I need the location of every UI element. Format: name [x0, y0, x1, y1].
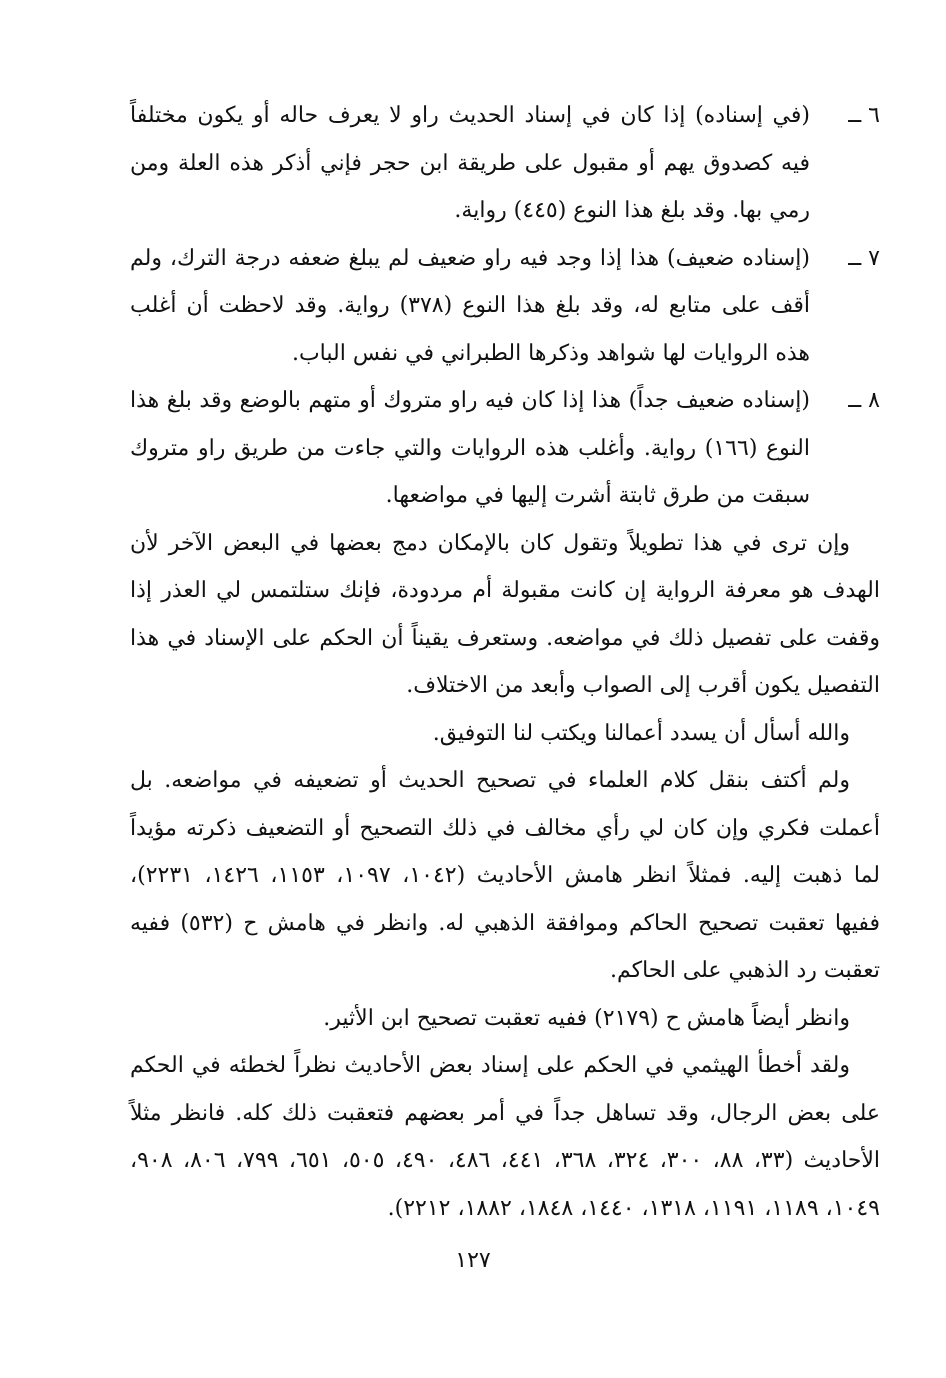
- paragraph-critique: ولم أكتف بنقل كلام العلماء في تصحيح الحديث أو تضعيفه في مواضعه. بل أعملت فكري وإن كان لي رأي مخالف في ذلك التصحيح أو التضعيف ذكرته مؤيداً لما ذهبت إليه. فمثلاً انظر هامش الأحاديث (١٠٤٢، ١٠٩٧، ١١٥٣، ١٤٢٦، ٢٢٣١)، ففيها تعقبت تصحيح الحاكم وموافقة الذهبي له. وانظر في هامش ح (٥٣٢) ففيه تعقبت رد الذهبي على الحاكم.: [130, 768, 880, 983]
- paragraph-ibn-al-athir: وانظر أيضاً هامش ح (٢١٧٩) ففيه تعقبت تصحيح ابن الأثير.: [323, 1005, 850, 1031]
- list-item-number: ٧ ــ: [848, 245, 880, 271]
- list-item-number: ٦ ــ: [848, 103, 880, 128]
- list-item-6: [130, 92, 880, 235]
- list-item-text: (إسناده ضعيف جداً) هذا إذا كان فيه راو متروك أو متهم بالوضع وقد بلغ هذا النوع (١٦٦) رواية. وأغلب هذه الروايات والتي جاءت من طريق راو متروك سبقت من طرق ثابتة أشرت إليها في مواضعها.: [130, 388, 810, 508]
- list-item-number: ٨ ــ: [848, 388, 880, 413]
- list-item-7: [130, 235, 880, 378]
- list-item-text: (في إسناده) إذا كان في إسناد الحديث راو لا يعرف حاله أو يكون مختلفاً فيه كصدوق يهم أو مقبول على طريقة ابن حجر فإني أذكر هذه العلة ومن رمي بها. وقد بلغ هذا النوع (٤٤٥) رواية.: [130, 103, 810, 223]
- list-item-8: [130, 377, 880, 520]
- paragraph-justification: وإن ترى في هذا تطويلاً وتقول كان بالإمكان دمج بعضها في البعض الآخر لأن الهدف هو معرفة الرواية إن كانت مقبولة أم مردودة، فإنك ستلتمس لي العذر إذا وقفت على تفصيل ذلك في مواضعه. وستعرف يقيناً أن الحكم على الإسناد في هذا التفصيل يكون أقرب إلى الصواب وأبعد من الاختلاف.: [130, 530, 880, 698]
- paragraph-prayer: والله أسأل أن يسدد أعمالنا ويكتب لنا التوفيق.: [432, 720, 850, 746]
- paragraph-haythami: ولقد أخطأ الهيثمي في الحكم على إسناد بعض الأحاديث نظراً لخطئه في الحكم على بعض الرجال، وقد تساهل جداً في أمر بعضهم فتعقبت ذلك كله. فانظر مثلاً الأحاديث (٣٣، ٨٨، ٣٠٠، ٣٢٤، ٣٦٨، ٤٤١، ٤٨٦، ٤٩٠، ٥٠٥، ٦٥١، ٧٩٩، ٨٠٦، ٩٠٨، ١٠٤٩، ١١٨٩، ١١٩١، ١٣١٨، ١٤٤٠، ١٨٤٨، ١٨٨٢، ٢٢١٢).: [130, 1053, 881, 1221]
- list-item-text: (إسناده ضعيف) هذا إذا وجد فيه راو ضعيف لم يبلغ ضعفه درجة الترك، ولم أقف على متابع له، وقد بلغ هذا النوع (٣٧٨) رواية. وقد لاحظت أن أغلب هذه الروايات لها شواهد وذكرها الطبراني في نفس الباب.: [130, 245, 811, 366]
- page-number: ١٢٧: [455, 1248, 491, 1273]
- page-body: [130, 92, 881, 1232]
